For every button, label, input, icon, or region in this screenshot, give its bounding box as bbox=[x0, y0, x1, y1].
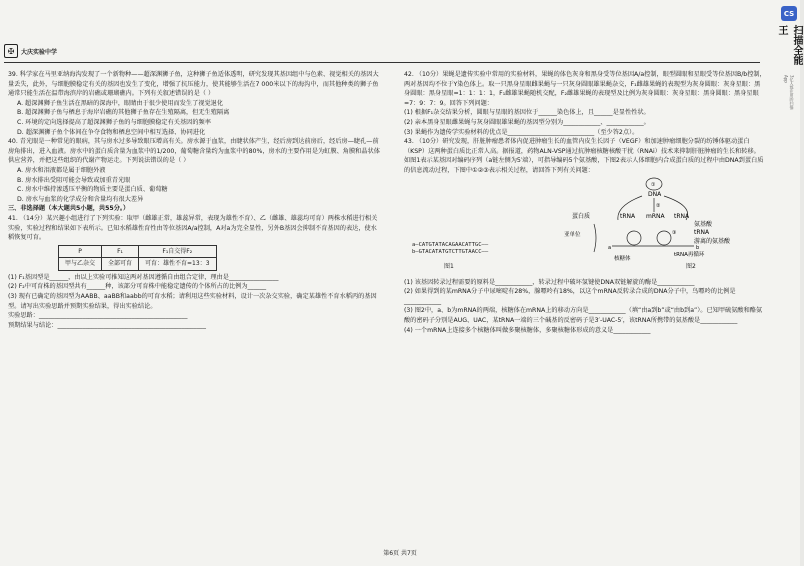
table-header-cell: P bbox=[59, 245, 102, 258]
option-text: C. 房水中维持渗透压平衡的物质主要是蛋白质、葡萄糖 bbox=[17, 186, 168, 194]
question-text: 39. 科学家在马里亚纳海沟发现了一个新物种——超深渊狮子鱼，这种狮子鱼适体透明，研究发现其基因组中与色素、视觉相关的基因大量丢失，此外，与细胞膜稳定有关的基因也发生了变化，增强了抗压能力，使其能够生活在7 000米以下的海沟中，而其他种类的狮子鱼通常只能生活在温带海滨岸的岩礁或珊瑚礁内。下列有关叙述错误的是（ ） bbox=[8, 71, 379, 98]
dna-sequence bbox=[412, 242, 488, 256]
option-text: A. 超深渊狮子鱼生活在黑暗的深海中，眼睛由于很少使用而发生了视觉退化 bbox=[17, 99, 224, 107]
question-text: (4) 一个mRNA上连接多个核糖体叫做多聚核糖体，多聚核糖体形成的意义是____________ bbox=[404, 326, 651, 334]
dna-strand-b: b—GTACATATGTCTTGTAACC—— bbox=[412, 248, 489, 255]
option-text: C. 环境的定向选择提高了超深渊狮子鱼的与细胞膜稳定有关基因的频率 bbox=[17, 118, 211, 126]
question-text: (1) 根据F₁杂交结果分析，圆眼与星眼的基因位于______染色体上，且______是显性性状。 bbox=[404, 109, 650, 117]
ribosome-1 bbox=[627, 231, 641, 245]
page-footer: 第6页 共7页 bbox=[383, 550, 417, 557]
question-text: 预期结果与结论：________________________________________________ bbox=[8, 321, 206, 329]
question-text: (2) 亲本黑身星眼雌果蝇与灰身圆眼雄果蝇的基因型分别为____________、____________。 bbox=[404, 118, 650, 126]
process-1-label: ① bbox=[651, 181, 656, 188]
trna-label-2: tRNA bbox=[674, 212, 690, 220]
question-text: (1) 该基因转录过程需要的原料是____________，转录过程中破坏氢键使DNA双链解旋的酶是____________ bbox=[404, 278, 695, 286]
question-text: (3) 果蝇作为遗传学实验材料的优点是____________________________（至少答2点）。 bbox=[404, 128, 639, 136]
question-text: 41. （14分）某兴趣小组进行了下列实验：取甲（雌雄正常，雄蕊异常，表现为雄性不育）、乙（雌雄、雄蕊均可育）两株水稻进行相关实验，实验过程和结果如下表所示。已知水稻雄性育性由等位基因A/a控制，A对a为完全显性，另外B基因会抑制不育基因的表达，使水稻恢复可育。 bbox=[8, 214, 378, 242]
dna-strand-a: a—CATGTATACAGAACATTGC—— bbox=[412, 241, 489, 248]
section-heading: 三、非选择题（本大题共5小题，共55分。） bbox=[8, 205, 130, 213]
header-divider bbox=[4, 62, 760, 63]
question-text: (3) 现有已确定的基因型为AABB、aaBB和aabb的可育水稻；请利用这些实验材料，设计一次杂交实验，确定某雄性不育水稻丙的基因型。请写出实验思路并预期实验结果，得出实验结论。 bbox=[8, 293, 377, 310]
result-table bbox=[58, 245, 217, 271]
question-text: (2) 如果得到的某mRNA分子中尿嘧啶有28%，腺嘌呤有18%，以这个mRNA反转录合成的DNA分子中，鸟嘌呤的比例是____________ bbox=[404, 288, 736, 305]
end-a-label: a bbox=[608, 244, 612, 251]
ribosome-2 bbox=[657, 231, 671, 245]
amino-acid-label: 氨基酸 bbox=[694, 220, 713, 228]
brand-sub: 3亿人都在用的扫描App bbox=[783, 75, 795, 110]
option-text: B. 房水排出受阻可能会导致或加重青光眼 bbox=[17, 176, 131, 184]
camscanner-logo-icon: CS bbox=[781, 6, 797, 21]
figure-2-caption: 图2 bbox=[686, 262, 696, 270]
question-text: 实验思路：________________________________________________ bbox=[8, 312, 188, 320]
school-name: 大庆实验中学 bbox=[21, 48, 58, 56]
option-text: D. 超深渊狮子鱼个体间在争夺食物和栖息空间中相互选择、协同进化 bbox=[17, 128, 206, 136]
process-3-label: ③ bbox=[672, 229, 677, 236]
trna-label: tRNA bbox=[620, 212, 636, 220]
trna-cycle-label: tRNA再循环 bbox=[674, 251, 705, 258]
dna-label: DNA bbox=[648, 190, 662, 198]
end-b-label: b bbox=[696, 244, 700, 251]
scanner-watermark bbox=[776, 6, 802, 116]
option-text: B. 超深渊狮子鱼与栖息于海岸岩礁的其他狮子鱼存在生殖隔离，但无生殖隔离 bbox=[17, 109, 230, 117]
question-text: 40. 青光眼是一种常见的眼病，其与房水过多导致眼压增高有关。房水源于血浆，由睫状体产生，经后房到达前房后，经后房—睫孔—前房角排出，进入血液。房水中的蛋白质含量为血浆中的1/200，葡萄糖含量约为血浆中的80%，房水的主要作用是为虹膜、角膜和晶状体供应营养，并把这些组织的代谢产物运走。下列说法错误的是（ ） bbox=[8, 138, 380, 165]
trna-label-3: tRNA bbox=[694, 228, 710, 236]
figure-area bbox=[404, 176, 766, 278]
table-cell: 可育：雄性不育=13：3 bbox=[139, 258, 216, 271]
question-text: 42. （10分）果蝇是遗传实验中常用的实验材料，果蝇的体色灰身和黑身受等位基因A/a控制，眼型圆眼和星眼受等位基因B/b控制，两对基因均不位于Y染色体上。取一只黑身星眼雌果蝇与一只灰身圆眼雄果蝇杂交，F₁雌雄果蝇的表现型为灰身圆眼：灰身星眼：黑身圆眼：黑身星眼=1：1：1：1，F₁雌雄果蝇随机交配，F₂雌雄果蝇的表现型及比例为灰身圆眼：灰身星眼：黑身圆眼：黑身星眼=7：9：7：9。回答下列问题： bbox=[404, 71, 766, 107]
school-crest-icon: ✠ bbox=[4, 44, 18, 58]
question-text: (3) 图2中，a、b为mRNA的两端，核糖体在mRNA上的移动方向是____________（填“由a到b”或“由b到a”）。已知甲硫氨酸和酪氨酸的密码子分别是AUG、UAC，某tRNA一端的三个碱基的反密码子是3′-UAC-5′，该tRNA所携带的氨基酸是____________ bbox=[404, 307, 763, 324]
school-header bbox=[4, 44, 57, 58]
option-text: A. 房水和泪液都是属于细胞外液 bbox=[17, 166, 106, 174]
table-header-cell: F₁ bbox=[102, 245, 139, 258]
translation-diagram bbox=[554, 176, 754, 264]
question-text: (2) F₂中可育株的基因型共有______种，该部分可育株中能稳定遗传的个体所占的比例为______ bbox=[8, 283, 267, 291]
question-text: (1) F₁基因型是______，由以上实验可推知这两对基因遵循自由组合定律，理由是________________ bbox=[8, 273, 279, 281]
protein-label: 蛋白质 bbox=[572, 212, 591, 220]
question-text: 43. （10分）研究发现，肝脏肿瘤患者体内促进肿瘤生长的血管内皮生长因子（VEGF）和加速肿瘤细胞分裂的纺锤体驱动蛋白（KSP）这两种蛋白质比正常人高。据报道，药物ALN-VSP通过抗肿瘤核糖核酸干扰（RNAi）技术来抑制肝脏肿瘤的生长和转移。如图1表示某基因对编码序列（a链左侧为5′端），可指导编码5个氨基酸，下图2表示人体细胞内合成蛋白质的过程中由DNA到蛋白质的信息流动过程，下图中①②③表示相关过程，请回答下列有关问题： bbox=[404, 138, 764, 174]
subunit-label: 亚单位 bbox=[564, 231, 581, 238]
brand-name: 扫描全能王 bbox=[776, 25, 802, 66]
table-cell: 全部可育 bbox=[102, 258, 139, 271]
option-text: D. 房水与血浆的化学成分和含量均有很大差异 bbox=[17, 195, 144, 203]
ribosome-label: 核糖体 bbox=[614, 255, 631, 262]
process-2-label: ② bbox=[656, 202, 661, 209]
free-amino-acid-label: 游离的氨基酸 bbox=[694, 237, 731, 245]
figure-1-caption: 图1 bbox=[444, 262, 454, 270]
polypeptide-chain bbox=[594, 224, 596, 252]
right-column bbox=[404, 70, 766, 335]
table-cell: 甲与乙杂交 bbox=[59, 258, 102, 271]
table-header-cell: F₁自交得F₂ bbox=[139, 245, 216, 258]
left-column bbox=[8, 70, 380, 330]
mrna-label: mRNA bbox=[646, 212, 665, 220]
